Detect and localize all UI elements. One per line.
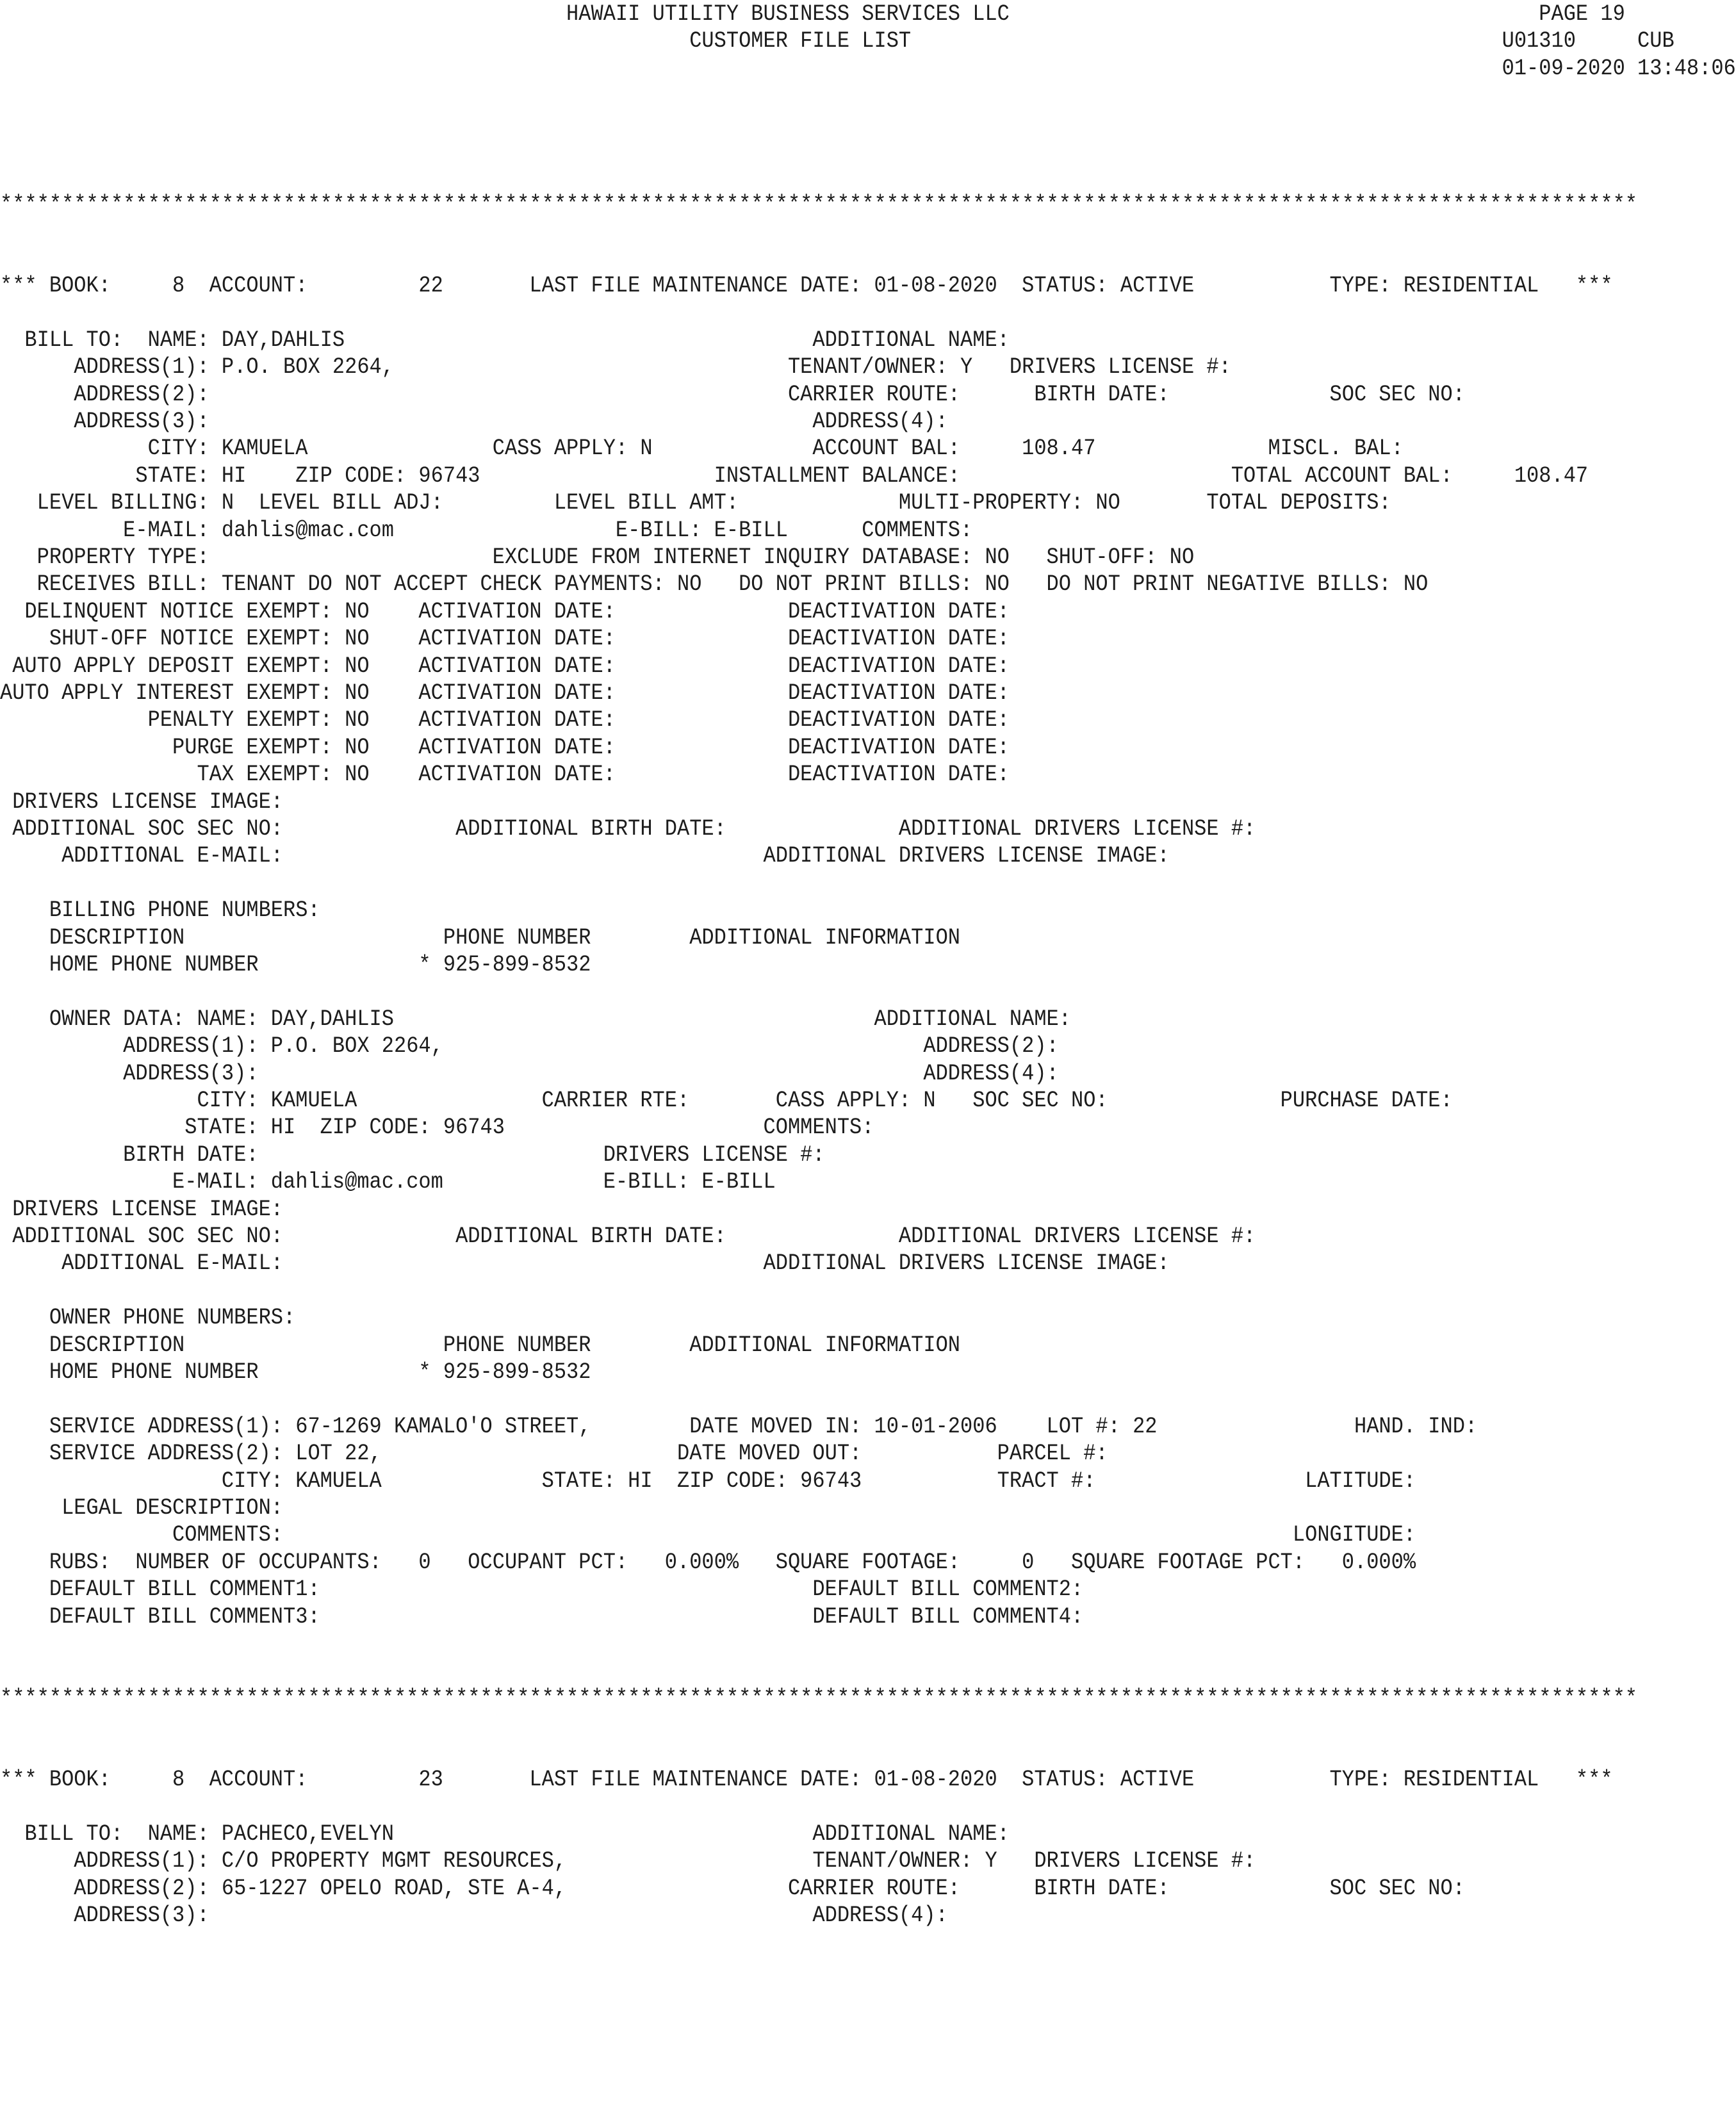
report-line [0, 1277, 1494, 1305]
report-line: DEFAULT BILL COMMENT3: DEFAULT BILL COMMENT4: [0, 1603, 1084, 1630]
report-line [0, 299, 1494, 327]
report-line: ADDRESS(2): CARRIER ROUTE: BIRTH DATE: SOC SEC NO: [0, 381, 1465, 407]
report-line: ADDITIONAL E-MAIL: ADDITIONAL DRIVERS LICENSE IMAGE: [0, 1250, 1170, 1277]
report-line: PURGE EXEMPT: NO ACTIVATION DATE: DEACTIVATION DATE: [0, 734, 1010, 760]
report-line: *** BOOK: 8 ACCOUNT: 23 LAST FILE MAINTENANCE DATE: 01-08-2020 STATUS: ACTIVE TYPE: RESIDENTIAL *** [0, 1767, 1613, 1792]
report-line: ADDITIONAL SOC SEC NO: ADDITIONAL BIRTH DATE: ADDITIONAL DRIVERS LICENSE #: [0, 1224, 1256, 1249]
report-line: RUBS: NUMBER OF OCCUPANTS: 0 OCCUPANT PCT: 0.000% SQUARE FOOTAGE: 0 SQUARE FOOTAGE PCT: 0.000% [0, 1549, 1416, 1575]
report-line: CUSTOMER FILE LIST U01310 CUB [0, 28, 1675, 54]
report-line: *** BOOK: 8 ACCOUNT: 22 LAST FILE MAINTENANCE DATE: 01-08-2020 STATUS: ACTIVE TYPE: RESIDENTIAL *** [0, 273, 1613, 299]
report-line: E-MAIL: dahlis@mac.com E-BILL: E-BILL [0, 1169, 776, 1195]
report-line: PENALTY EXEMPT: NO ACTIVATION DATE: DEACTIVATION DATE: [0, 707, 1010, 733]
report-line: DEFAULT BILL COMMENT1: DEFAULT BILL COMMENT2: [0, 1577, 1084, 1603]
report-line [0, 109, 1494, 137]
report-line: OWNER PHONE NUMBERS: [0, 1305, 296, 1331]
separator-line: ************************************************************************************************************************************* [0, 191, 1638, 217]
report-line: DRIVERS LICENSE IMAGE: [0, 789, 284, 815]
report-line [0, 217, 1494, 245]
report-line: ADDRESS(2): 65-1227 OPELO ROAD, STE A-4, CARRIER ROUTE: BIRTH DATE: SOC SEC NO: [0, 1875, 1465, 1901]
report-line: HOME PHONE NUMBER * 925-899-8532 [0, 952, 591, 978]
report-line: OWNER DATA: NAME: DAY,DAHLIS ADDITIONAL NAME: [0, 1006, 1071, 1032]
report-line: TAX EXEMPT: NO ACTIVATION DATE: DEACTIVATION DATE: [0, 762, 1010, 788]
report-line: AUTO APPLY INTEREST EXEMPT: NO ACTIVATION DATE: DEACTIVATION DATE: [0, 680, 1010, 706]
report-line: ADDITIONAL E-MAIL: ADDITIONAL DRIVERS LICENSE IMAGE: [0, 843, 1170, 869]
report-line: LEGAL DESCRIPTION: [0, 1495, 284, 1521]
report-line: RECEIVES BILL: TENANT DO NOT ACCEPT CHECK PAYMENTS: NO DO NOT PRINT BILLS: NO DO NOT PRINT NEGATIVE BILLS: NO [0, 571, 1429, 598]
report-line: SHUT-OFF NOTICE EXEMPT: NO ACTIVATION DATE: DEACTIVATION DATE: [0, 626, 1010, 652]
report-line [0, 1739, 1494, 1767]
report-line: ADDITIONAL SOC SEC NO: ADDITIONAL BIRTH DATE: ADDITIONAL DRIVERS LICENSE #: [0, 816, 1256, 842]
report-line: PROPERTY TYPE: EXCLUDE FROM INTERNET INQUIRY DATABASE: NO SHUT-OFF: NO [0, 545, 1195, 570]
report-line: E-MAIL: dahlis@mac.com E-BILL: E-BILL COMMENTS: [0, 517, 973, 543]
report-line: ADDRESS(1): P.O. BOX 2264, TENANT/OWNER: Y DRIVERS LICENSE #: [0, 354, 1231, 381]
separator-line: ************************************************************************************************************************************* [0, 1685, 1638, 1711]
report-line: 01-09-2020 13:48:06 [0, 55, 1736, 81]
report-line: BILL TO: NAME: PACHECO,EVELYN ADDITIONAL NAME: [0, 1821, 1010, 1847]
report-line: DESCRIPTION PHONE NUMBER ADDITIONAL INFORMATION [0, 1332, 961, 1358]
report-line: SERVICE ADDRESS(1): 67-1269 KAMALO'O STREET, DATE MOVED IN: 10-01-2006 LOT #: 22 HAND. IND: [0, 1413, 1478, 1439]
report-line [0, 245, 1494, 273]
report-line [0, 978, 1494, 1006]
report-line: CITY: KAMUELA CARRIER RTE: CASS APPLY: N SOC SEC NO: PURCHASE DATE: [0, 1088, 1453, 1113]
report-line [0, 869, 1494, 897]
report-line: STATE: HI ZIP CODE: 96743 COMMENTS: [0, 1115, 874, 1141]
report-line [0, 163, 1494, 191]
report-line [0, 1792, 1494, 1821]
report-line: DESCRIPTION PHONE NUMBER ADDITIONAL INFORMATION [0, 924, 961, 951]
report-line: ADDRESS(3): ADDRESS(4): [0, 1903, 948, 1928]
report-line: DRIVERS LICENSE IMAGE: [0, 1196, 284, 1222]
report-line: CITY: KAMUELA STATE: HI ZIP CODE: 96743 TRACT #: LATITUDE: [0, 1468, 1416, 1494]
report-line: ADDRESS(1): P.O. BOX 2264, ADDRESS(2): [0, 1033, 1059, 1060]
report-line: BIRTH DATE: DRIVERS LICENSE #: [0, 1142, 825, 1168]
report-line: ADDRESS(1): C/O PROPERTY MGMT RESOURCES, TENANT/OWNER: Y DRIVERS LICENSE #: [0, 1848, 1256, 1874]
report-line [0, 1630, 1494, 1658]
report-line: BILLING PHONE NUMBERS: [0, 897, 320, 924]
report-line: BILL TO: NAME: DAY,DAHLIS ADDITIONAL NAME: [0, 327, 1010, 353]
report-line [0, 1711, 1494, 1739]
report-line [0, 136, 1494, 164]
report-line: DELINQUENT NOTICE EXEMPT: NO ACTIVATION DATE: DEACTIVATION DATE: [0, 598, 1010, 625]
report-line: AUTO APPLY DEPOSIT EXEMPT: NO ACTIVATION DATE: DEACTIVATION DATE: [0, 653, 1010, 679]
report-line: HAWAII UTILITY BUSINESS SERVICES LLC PAGE 19 [0, 1, 1625, 27]
report-line: STATE: HI ZIP CODE: 96743 INSTALLMENT BALANCE: TOTAL ACCOUNT BAL: 108.47 [0, 463, 1589, 489]
report-line: LEVEL BILLING: N LEVEL BILL ADJ: LEVEL BILL AMT: MULTI-PROPERTY: NO TOTAL DEPOSITS: [0, 490, 1391, 516]
report-line [0, 81, 1494, 110]
report-line: COMMENTS: LONGITUDE: [0, 1522, 1416, 1548]
report-line [0, 1657, 1494, 1685]
report-line: SERVICE ADDRESS(2): LOT 22, DATE MOVED OUT: PARCEL #: [0, 1441, 1108, 1467]
report-line: ADDRESS(3): ADDRESS(4): [0, 409, 948, 434]
report-line [0, 1385, 1494, 1413]
report-line: ADDRESS(3): ADDRESS(4): [0, 1060, 1059, 1086]
report-line: CITY: KAMUELA CASS APPLY: N ACCOUNT BAL: 108.47 MISCL. BAL: [0, 436, 1404, 462]
report-line: HOME PHONE NUMBER * 925-899-8532 [0, 1359, 591, 1385]
